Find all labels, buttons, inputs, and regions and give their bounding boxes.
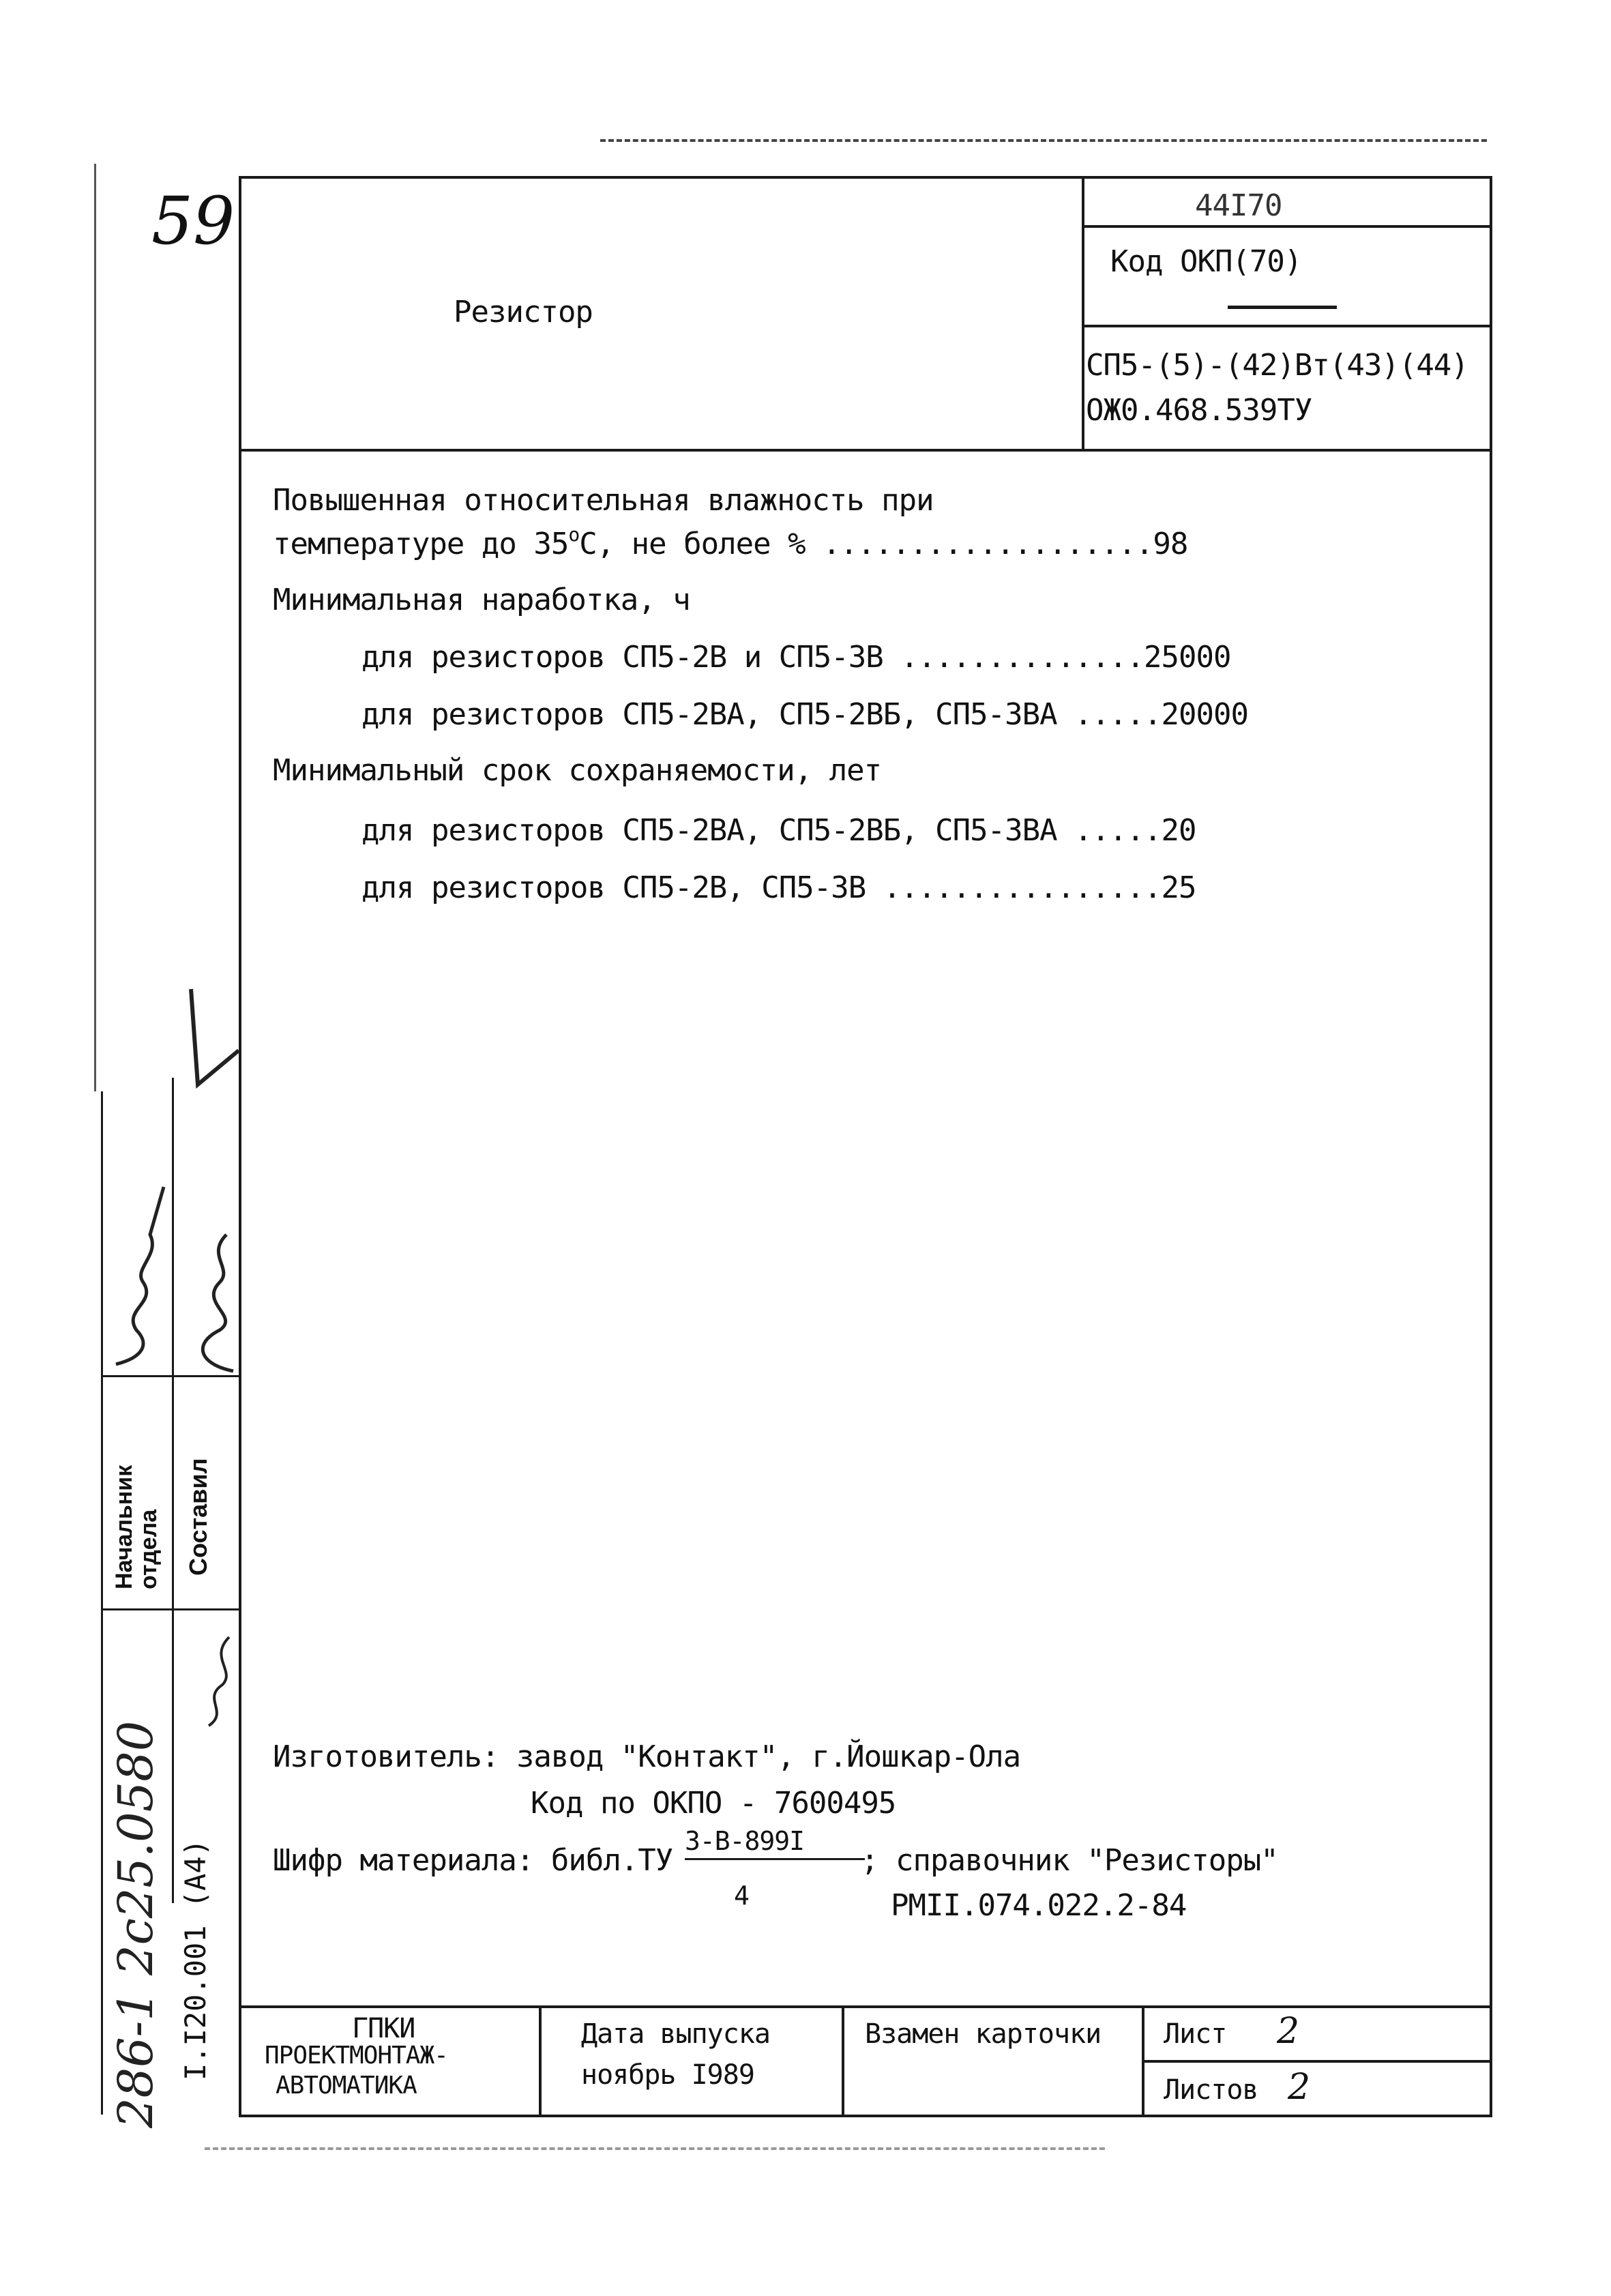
humidity-prefix: температуре до 35 bbox=[273, 527, 569, 561]
signature-head-icon bbox=[102, 1173, 177, 1378]
humidity-line1: Повышенная относительная влажность при bbox=[273, 483, 934, 518]
frame-left bbox=[239, 176, 241, 2117]
issue-label: Дата выпуска bbox=[581, 2018, 770, 2050]
min-life-title: Минимальная наработка, ч bbox=[273, 583, 690, 617]
storage-item-2: для резисторов СП5-2В, СП5-3В ................25 bbox=[361, 870, 1196, 905]
storage-title: Минимальный срок сохраняемости, лет bbox=[273, 753, 882, 788]
cipher-fraction-bar bbox=[685, 1858, 865, 1860]
header-separator bbox=[239, 449, 1492, 452]
far-left-rule bbox=[94, 164, 96, 1091]
humidity-degree: о bbox=[568, 523, 580, 546]
sheet-label: Лист bbox=[1164, 2018, 1227, 2050]
top-dashed-line bbox=[600, 139, 1487, 142]
footer-top-border bbox=[239, 2005, 1492, 2008]
head-of-dept-label bbox=[112, 1385, 161, 1589]
org-line2: ПРОЕКТМОНТАЖ- bbox=[265, 2042, 448, 2070]
cipher-numerator: 3-В-899I bbox=[685, 1826, 805, 1856]
frame-top bbox=[239, 176, 1492, 179]
tu-number: ОЖ0.468.539ТУ bbox=[1086, 393, 1312, 428]
okp-label-underline bbox=[1083, 325, 1490, 327]
signature-form-icon bbox=[195, 1623, 243, 1733]
header-divider bbox=[1082, 176, 1084, 450]
cipher-suffix: ; справочник "Резисторы" bbox=[861, 1843, 1278, 1878]
issue-date: ноябрь I989 bbox=[581, 2059, 754, 2091]
reference-doc: РМII.074.022.2-84 bbox=[891, 1888, 1187, 1923]
sheets-label: Листов bbox=[1164, 2074, 1258, 2106]
min-life-item-2: для резисторов СП5-2ВА, СП5-2ВБ, СП5-3ВА .....20000 bbox=[361, 697, 1249, 732]
designation: СП5-(5)-(42)Вт(43)(44) bbox=[1086, 348, 1468, 383]
manufacturer-okpo: Код по ОКПО - 7600495 bbox=[531, 1786, 896, 1821]
signature-compiler-icon bbox=[179, 1214, 247, 1378]
footer-divider-2 bbox=[842, 2005, 844, 2116]
okp-code-underline bbox=[1083, 225, 1490, 228]
page-number: 59 bbox=[151, 183, 235, 259]
product-name: Резистор bbox=[454, 295, 593, 329]
form-code: I.I20.001 (A4) bbox=[179, 1838, 212, 2080]
signature-check-icon bbox=[171, 982, 246, 1091]
min-life-item-1: для резисторов СП5-2В и СП5-3В ..............25000 bbox=[361, 640, 1231, 675]
okp-dash bbox=[1228, 306, 1337, 309]
footer-divider-1 bbox=[539, 2005, 542, 2116]
frame-right bbox=[1490, 176, 1492, 2117]
humidity-line2 bbox=[273, 523, 1188, 561]
head-of-dept-text: Начальник отдела bbox=[111, 1465, 162, 1589]
org-line3: АВТОМАТИКА bbox=[276, 2072, 417, 2100]
humidity-suffix: С, не более % ...................98 bbox=[579, 527, 1188, 561]
manufacturer-line1: Изготовитель: завод "Контакт", г.Йошкар-Ола bbox=[273, 1739, 1021, 1774]
sheet-value: 2 bbox=[1277, 2011, 1299, 2052]
okp-label: Код ОКП(70) bbox=[1110, 244, 1302, 279]
okp-code: 44I70 bbox=[1195, 188, 1282, 223]
org-line1: ГПКИ bbox=[352, 2013, 415, 2044]
storage-item-1: для резисторов СП5-2ВА, СП5-2ВБ, СП5-3ВА .....20 bbox=[361, 813, 1196, 848]
cipher-prefix: Шифр материала: библ.ТУ bbox=[273, 1843, 673, 1878]
side-sep-bottom bbox=[101, 1608, 240, 1610]
frame-bottom bbox=[239, 2115, 1492, 2117]
sheets-value: 2 bbox=[1288, 2067, 1310, 2108]
cipher-denominator: 4 bbox=[734, 1881, 749, 1911]
handwritten-number: 286-1 2c25.0580 bbox=[108, 1720, 164, 2128]
bottom-dashed-line bbox=[205, 2147, 1105, 2150]
compiled-by-label: Составил bbox=[184, 1458, 212, 1576]
footer-sheet-separator bbox=[1142, 2060, 1492, 2063]
replaces-label: Взамен карточки bbox=[865, 2018, 1102, 2050]
